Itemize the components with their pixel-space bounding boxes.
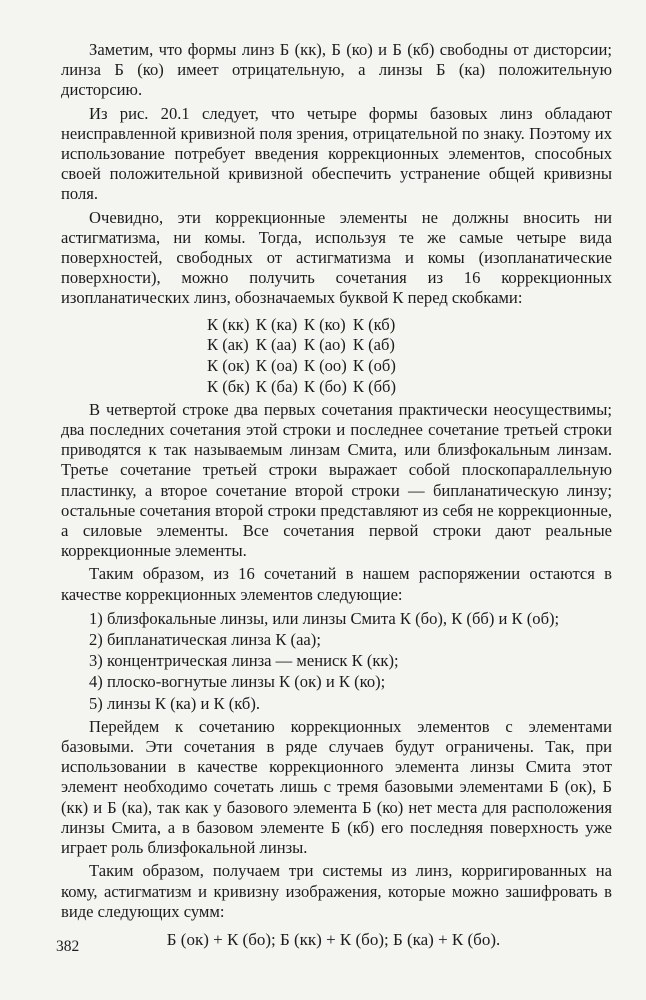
paragraph-remaining: Таким образом, из 16 сочетаний в нашем распоряжении остаются в качестве коррекционных элементов следующие: [61,564,612,604]
combination-cell: К (ао) [303,335,346,355]
combination-row [207,315,396,336]
list-item: 1) близфокальные линзы, или линзы Смита К (бо), К (бб) и К (об); [89,608,560,628]
combination-cell: К (аа) [255,335,297,355]
combination-cell: К (бк) [207,377,250,397]
combination-cell: К (кб) [352,314,396,334]
page-number: 382 [56,938,80,955]
combination-cell: К (ок) [207,356,250,376]
list-item: 4) плоско-вогнутые линзы К (ок) и К (ко); [89,672,386,692]
paragraph-distortion: Заметим, что формы линз Б (кк), Б (ко) и Б (кб) свободны от дисторсии; линза Б (ко) имеет отрицательную, а линзы Б (ка) положительную дисторсию. [61,40,612,100]
combination-cell: К (об) [352,356,396,376]
paragraph-base-combination: Перейдем к сочетанию коррекционных элементов с элементами базовыми. Эти сочетания в ряде случаев будут ограничены. Так, при использовании в качестве коррекционного элемента линзы Смита этот элемент необходимо сочетать лишь с тремя базовыми элементами Б (ок), Б (кк) и Б (ка), так как у базового элемента Б (ко) нет места для расположения линзы Смита, а в базовом элементе Б (кб) его последняя поверхность уже играет роль близфокальной линзы. [61,716,612,858]
combination-row [207,335,396,356]
paragraph-fourth-row: В четвертой строке два первых сочетания практически неосуществимы; два последних сочетания этой строки и последнее сочетание третьей строки приводятся к так называемым линзам Смита, или близфокальным линзам. Третье сочетание третьей строки выражает собой плоскопараллельную пластинку, а второе сочетание второй строки — бипланатическую линзу; остальные сочетания второй строки представляют из себя не коррекционные, а силовые элементы. Все сочетания первой строки дают реальные коррекционные элементы. [61,399,612,561]
combination-cell: К (ка) [255,314,298,334]
list-item: 3) концентрическая линза — мениск К (кк); [89,651,399,671]
combination-row [207,356,396,377]
combination-cell: К (оа) [255,356,298,376]
list-item: 5) линзы К (ка) и К (кб). [89,693,260,713]
combination-row [207,377,396,398]
combination-cell: К (бб) [352,377,397,397]
combination-cell: К (аб) [352,335,395,355]
combination-cell: К (ба) [255,377,298,397]
formula-sums: Б (ок) + К (бо); Б (кк) + К (бо); Б (ка) + К (бо). [166,929,501,949]
paragraph-isoplanatic: Очевидно, эти коррекционные элементы не должны вносить ни астигматизма, ни комы. Тогда, используя те же самые четыре вида поверхностей, свободных от астигматизма и комы (изопланатические поверхности), можно получить сочетания из 16 коррекционных изопланатических линз, обозначаемых буквой К перед скобками: [61,207,612,308]
combination-cell: К (бо) [303,377,347,397]
combination-table [207,315,396,398]
combination-cell: К (ко) [303,314,346,334]
correction-element-list [61,608,612,714]
combination-cell: К (оо) [303,356,347,376]
combination-cell: К (кк) [207,314,250,334]
list-item: 2) бипланатическая линза К (аа); [89,630,321,650]
paragraph-field-curvature: Из рис. 20.1 следует, что четыре формы базовых линз обладают неисправленной кривизной поля зрения, отрицательной по знаку. Поэтому их использование потребует введения коррекционных элементов, способных своей положительной кривизной обеспечить устранение общей кривизны поля. [61,103,612,204]
combination-cell: К (ак) [207,335,249,355]
page-body [61,40,612,950]
paragraph-three-systems: Таким образом, получаем три системы из линз, корригированных на кому, астигматизм и кривизну изображения, которые можно зашифровать в виде следующих сумм: [61,861,612,921]
